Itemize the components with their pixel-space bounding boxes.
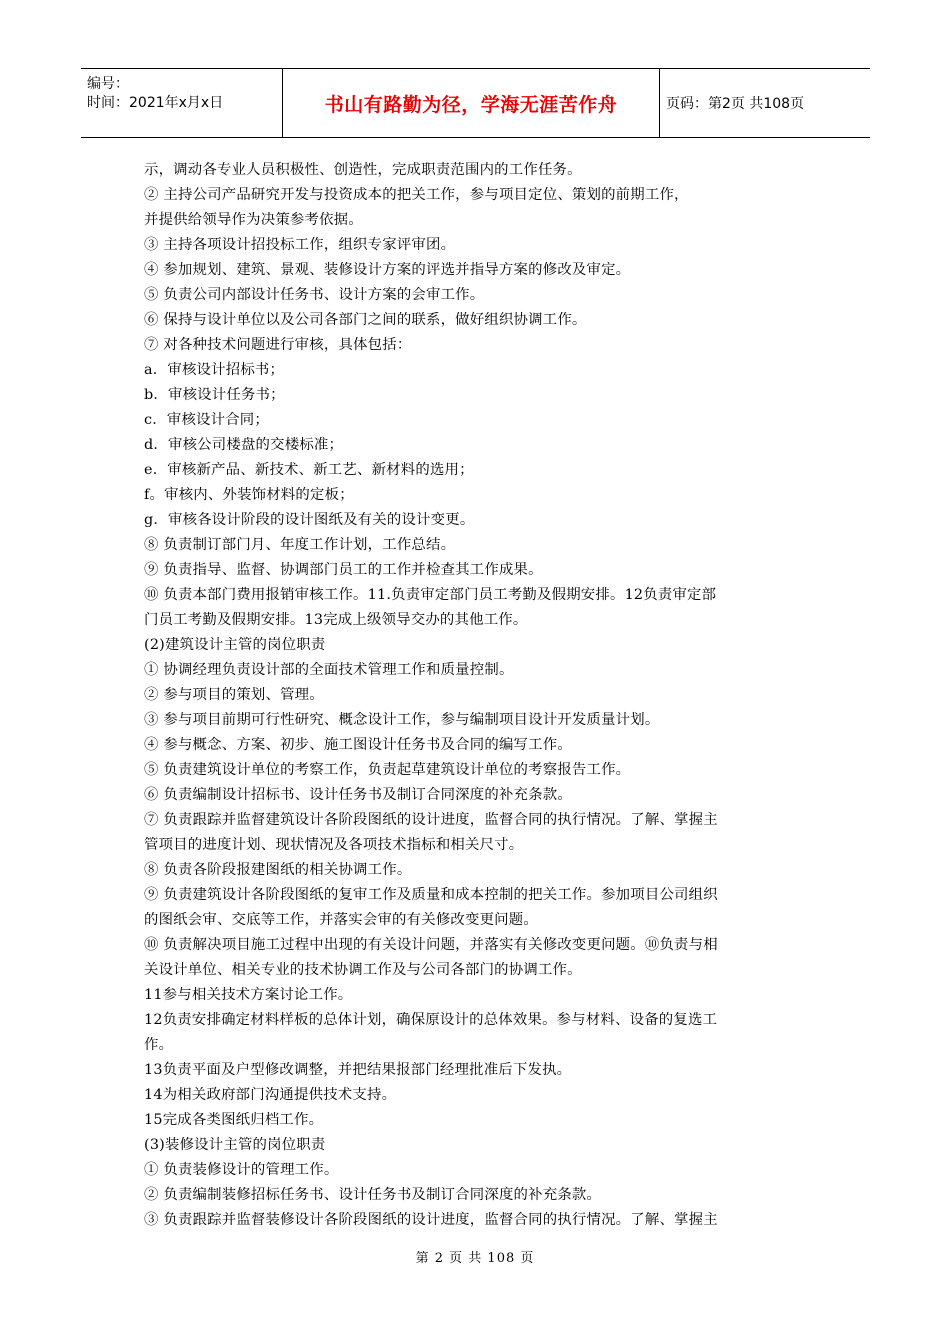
body-line: ② 主持公司产品研究开发与投资成本的把关工作，参与项目定位、策划的前期工作， [144,187,689,203]
date-line: 时间：2021年x月x日 [87,95,224,111]
body-line: 关设计单位、相关专业的技术协调工作及与公司各部门的协调工作。 [144,962,582,978]
body-line: ⑤ 负责建筑设计单位的考察工作，负责起草建筑设计单位的考察报告工作。 [144,762,631,778]
body-line: ⑦ 负责跟踪并监督建筑设计各阶段图纸的设计进度，监督合同的执行情况。了解、掌握主 [144,812,718,828]
body-line: ④ 参与概念、方案、初步、施工图设计任务书及合同的编写工作。 [144,737,572,753]
body-line: ③ 参与项目前期可行性研究、概念设计工作，参与编制项目设计开发质量计划。 [144,712,660,728]
body-line: d．审核公司楼盘的交楼标准； [144,437,344,453]
body-line: ⑩ 负责解决项目施工过程中出现的有关设计问题，并落实有关修改变更问题。⑩负责与相 [144,937,718,953]
body-line: 作。 [144,1037,174,1053]
body-line: g．审核各设计阶段的设计图纸及有关的设计变更。 [144,512,475,528]
body-line: 11参与相关技术方案讨论工作。 [144,987,353,1003]
document-body [144,158,814,1233]
body-line: ① 负责装修设计的管理工作。 [144,1162,339,1178]
header-page-info: 页码：第2页 共108页 [666,96,805,112]
body-line: a．审核设计招标书； [144,362,285,378]
page-footer: 第 2 页 共 108 页 [415,1251,535,1266]
body-line: ② 参与项目的策划、管理。 [144,687,324,703]
body-line: ⑥ 负责编制设计招标书、设计任务书及制订合同深度的补充条款。 [144,787,572,803]
body-line: 12负责安排确定材料样板的总体计划，确保原设计的总体效果。参与材料、设备的复选工 [144,1012,718,1028]
body-line: 门员工考勤及假期安排。13完成上级领导交办的其他工作。 [144,612,528,628]
body-line: ② 负责编制装修招标任务书、设计任务书及制订合同深度的补充条款。 [144,1187,602,1203]
body-line: ④ 参加规划、建筑、景观、装修设计方案的评选并指导方案的修改及审定。 [144,262,631,278]
body-line: ⑧ 负责各阶段报建图纸的相关协调工作。 [144,862,412,878]
body-line: ⑨ 负责建筑设计各阶段图纸的复审工作及质量和成本控制的把关工作。参加项目公司组织 [144,887,718,903]
body-line: ⑩ 负责本部门费用报销审核工作。11.负责审定部门员工考勤及假期安排。12负责审定部 [144,587,717,603]
body-line: ① 协调经理负责设计部的全面技术管理工作和质量控制。 [144,662,514,678]
body-line: 示，调动各专业人员积极性、创造性，完成职责范围内的工作任务。 [144,162,582,178]
body-line: ③ 负责跟踪并监督装修设计各阶段图纸的设计进度，监督合同的执行情况。了解、掌握主 [144,1212,718,1228]
header-meta [81,69,283,137]
body-line: 14为相关政府部门沟通提供技术支持。 [144,1087,397,1103]
header-motto: 书山有路勤为径，学海无涯苦作舟 [283,69,660,137]
body-line: 13负责平面及户型修改调整，并把结果报部门经理批准后下发执。 [144,1062,572,1078]
body-line: f。审核内、外装饰材料的定板； [144,487,354,503]
body-line: 并提供给领导作为决策参考依据。 [144,212,363,228]
body-line: ③ 主持各项设计招投标工作，组织专家评审团。 [144,237,456,253]
body-line: b．审核设计任务书； [144,387,285,403]
body-line: ⑥ 保持与设计单位以及公司各部门之间的联系，做好组织协调工作。 [144,312,587,328]
section-heading: (2)建筑设计主管的岗位职责 [144,637,326,653]
body-line: ⑨ 负责指导、监督、协调部门员工的工作并检查其工作成果。 [144,562,543,578]
body-line: ⑧ 负责制订部门月、年度工作计划，工作总结。 [144,537,456,553]
serial-number-label: 编号： [87,76,129,92]
body-line: e．审核新产品、新技术、新工艺、新材料的选用； [144,462,474,478]
body-line: 管项目的进度计划、现状情况及各项技术指标和相关尺寸。 [144,837,524,853]
body-line: ⑦ 对各种技术问题进行审核，具体包括： [144,337,412,353]
body-line: 15完成各类图纸归档工作。 [144,1112,324,1128]
body-line: ⑤ 负责公司内部设计任务书、设计方案的会审工作。 [144,287,485,303]
section-heading: (3)装修设计主管的岗位职责 [144,1137,326,1153]
body-line: 的图纸会审、交底等工作，并落实会审的有关修改变更问题。 [144,912,538,928]
body-line: c．审核设计合同； [144,412,269,428]
page-header [81,68,870,138]
